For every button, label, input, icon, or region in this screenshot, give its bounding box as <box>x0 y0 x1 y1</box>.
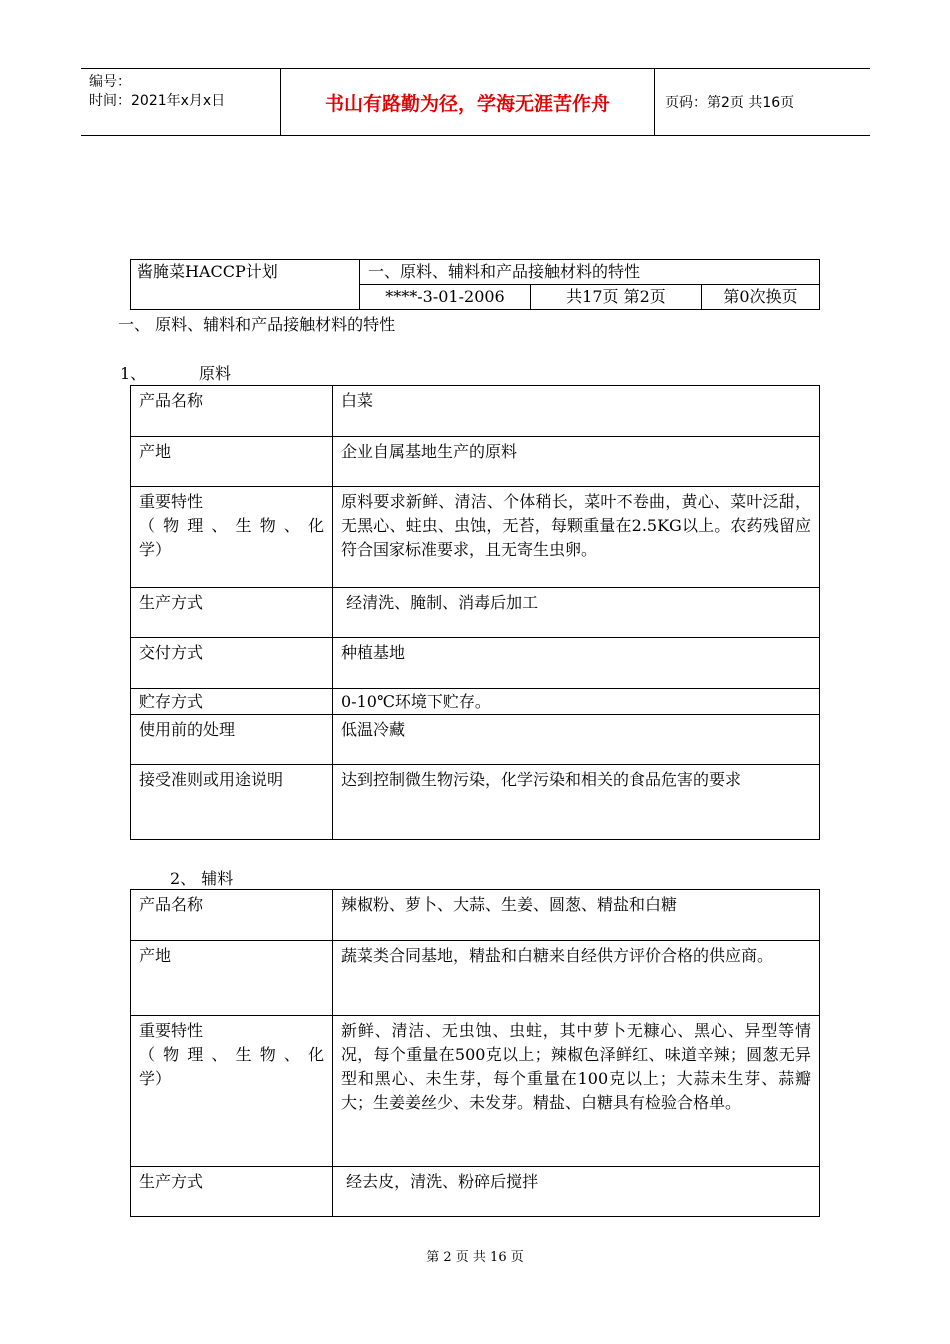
table-row <box>131 638 820 689</box>
row-key: 使用前的处理 <box>131 715 333 765</box>
row-value: 白菜 <box>333 386 820 437</box>
row-key: 生产方式 <box>131 588 333 638</box>
row-key-line: 学） <box>139 540 172 559</box>
row-value: 辣椒粉、萝卜、大蒜、生姜、圆葱、精盐和白糖 <box>333 890 820 941</box>
plan-info-table <box>130 259 820 310</box>
table-row <box>131 588 820 638</box>
row-key: 交付方式 <box>131 638 333 689</box>
row-value: 原料要求新鲜、清洁、个体稍长，菜叶不卷曲，黄心、菜叶泛甜，无黑心、蛀虫、虫蚀，无苔，每颗重量在2.5KG以上。农药残留应符合国家标准要求，且无寄生虫卵。 <box>333 487 820 588</box>
time-label: 时间：2021年x月x日 <box>89 93 226 109</box>
plan-section: 一、原料、辅料和产品接触材料的特性 <box>360 260 820 285</box>
row-key-line: 重要特性 <box>139 492 204 511</box>
row-key: 产地 <box>131 437 333 487</box>
row-key-line: （物理、生物、化 <box>139 1045 324 1064</box>
row-key <box>131 487 333 588</box>
plan-pages: 共17页 第2页 <box>531 285 702 310</box>
table-row <box>131 715 820 765</box>
table-row <box>131 1167 820 1217</box>
aux-material-table <box>130 889 820 1217</box>
row-value: 新鲜、清洁、无虫蚀、虫蛀，其中萝卜无糠心、黑心、异型等情况，每个重量在500克以上；辣椒色泽鲜红、味道辛辣；圆葱无异型和黑心、未生芽，每个重量在100克以上；大蒜未生芽、蒜瓣大；生姜姜丝少、未发芽。精盐、白糖具有检验合格单。 <box>333 1016 820 1167</box>
row-key: 产品名称 <box>131 386 333 437</box>
row-value: 达到控制微生物污染，化学污染和相关的食品危害的要求 <box>333 765 820 840</box>
row-key-line: 重要特性 <box>139 1021 204 1040</box>
row-key: 接受准则或用途说明 <box>131 765 333 840</box>
aux-heading: 2、 辅料 <box>170 869 234 888</box>
row-key: 产品名称 <box>131 890 333 941</box>
raw-heading: 原料 <box>199 364 232 383</box>
table-row <box>131 437 820 487</box>
raw-material-table <box>130 385 820 840</box>
table-row <box>131 890 820 941</box>
page-code: 页码：第2页 共16页 <box>665 95 795 111</box>
row-value: 经去皮，清洗、粉碎后搅拌 <box>333 1167 820 1217</box>
row-key-line: 学） <box>139 1069 172 1088</box>
plan-doc-no: ****-3-01-2006 <box>360 285 531 310</box>
row-value: 蔬菜类合同基地，精盐和白糖来自经供方评价合格的供应商。 <box>333 941 820 1016</box>
row-value: 低温冷藏 <box>333 715 820 765</box>
table-row <box>131 1016 820 1167</box>
table-row <box>131 386 820 437</box>
table-row <box>131 689 820 715</box>
row-key: 贮存方式 <box>131 689 333 715</box>
row-key-line: （物理、生物、化 <box>139 516 324 535</box>
page-footer: 第 2 页 共 16 页 <box>426 1250 524 1265</box>
row-value: 经清洗、腌制、消毒后加工 <box>333 588 820 638</box>
row-value: 0-10℃环境下贮存。 <box>333 689 820 715</box>
plan-title: 酱腌菜HACCP计划 <box>131 260 360 310</box>
header-meta <box>81 69 281 135</box>
number-label: 编号： <box>89 74 131 90</box>
row-value: 企业自属基地生产的原料 <box>333 437 820 487</box>
motto: 书山有路勤为径，学海无涯苦作舟 <box>281 69 655 135</box>
row-key <box>131 1016 333 1167</box>
section-heading: 一、 原料、辅料和产品接触材料的特性 <box>118 315 396 334</box>
row-key: 产地 <box>131 941 333 1016</box>
table-row <box>131 765 820 840</box>
row-value: 种植基地 <box>333 638 820 689</box>
page-header <box>81 68 870 136</box>
table-row <box>131 941 820 1016</box>
row-key: 生产方式 <box>131 1167 333 1217</box>
raw-heading-num: 1、 <box>120 364 147 383</box>
plan-revision: 第0次换页 <box>702 285 820 310</box>
table-row <box>131 487 820 588</box>
